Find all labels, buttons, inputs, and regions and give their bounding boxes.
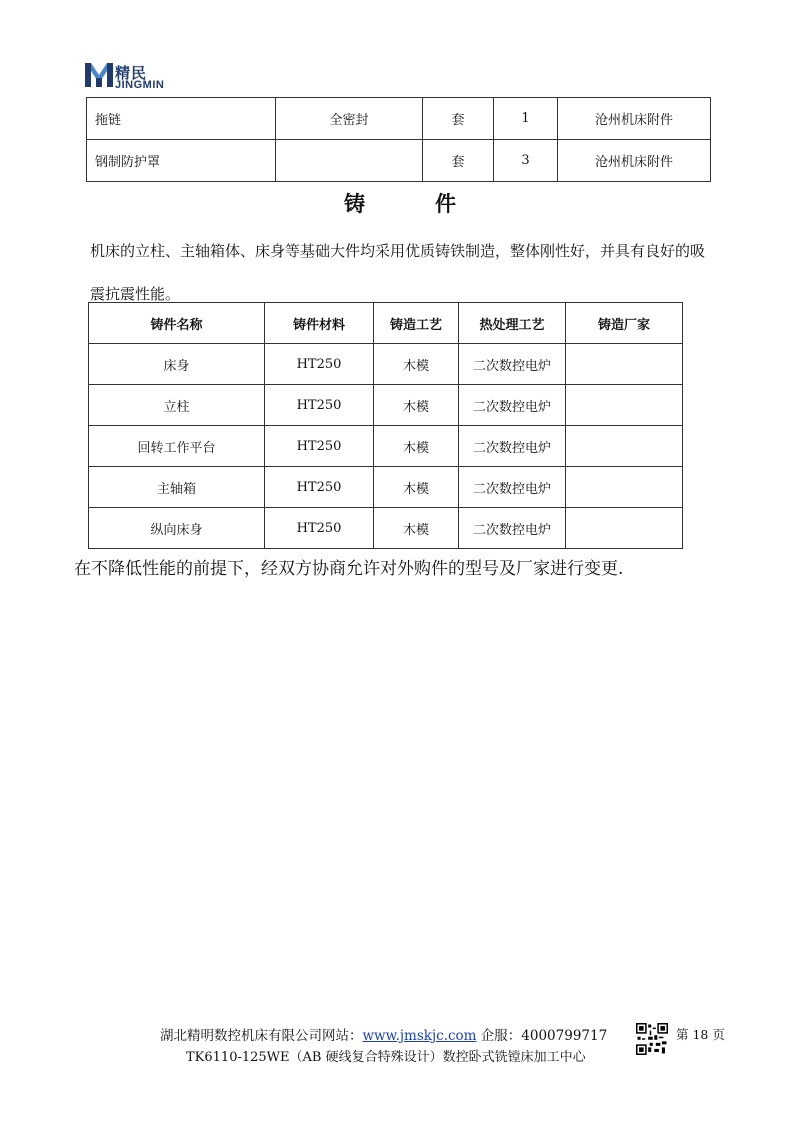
cell-name: 钢制防护罩 (87, 140, 276, 182)
cell-material: HT250 (265, 508, 374, 549)
supplier-change-note: 在不降低性能的前提下，经双方协商允许对外购件的型号及厂家进行变更. (74, 559, 624, 579)
header-maker: 铸造厂家 (566, 303, 683, 344)
header-material: 铸件材料 (265, 303, 374, 344)
cell-heat: 二次数控电炉 (459, 426, 566, 467)
logo-en-text: JINGMIN (115, 79, 165, 91)
cell-maker (566, 344, 683, 385)
table-row (89, 467, 683, 508)
table-row (89, 508, 683, 549)
table-row (87, 140, 711, 182)
cell-maker (566, 467, 683, 508)
cell-name: 立柱 (89, 385, 265, 426)
cell-process: 木模 (374, 426, 459, 467)
cell-process: 木模 (374, 344, 459, 385)
footer-service: 企服：4000799717 (480, 1028, 608, 1044)
section-title (0, 188, 800, 218)
section-title-a: 铸 (344, 192, 365, 216)
header-heat: 热处理工艺 (459, 303, 566, 344)
cell-heat: 二次数控电炉 (459, 385, 566, 426)
cell-process: 木模 (374, 508, 459, 549)
table-header-row (89, 303, 683, 344)
cell-material: HT250 (265, 467, 374, 508)
cell-unit: 套 (423, 98, 494, 140)
cell-heat: 二次数控电炉 (459, 344, 566, 385)
cell-name: 床身 (89, 344, 265, 385)
cell-heat: 二次数控电炉 (459, 467, 566, 508)
cell-name: 拖链 (87, 98, 276, 140)
cell-spec (276, 140, 423, 182)
cell-name: 纵向床身 (89, 508, 265, 549)
cell-material: HT250 (265, 426, 374, 467)
page-number: 第 18 页 (676, 1027, 725, 1042)
cell-name: 回转工作平台 (89, 426, 265, 467)
cell-maker (566, 385, 683, 426)
accessories-table (86, 97, 711, 182)
table-row (89, 344, 683, 385)
footer-company: 湖北精明数控机床有限公司网站： (160, 1028, 363, 1044)
castings-description: 机床的立柱、主轴箱体、床身等基础大件均采用优质铸铁制造，整体刚性好，并具有良好的吸震抗震性能。 (90, 242, 706, 303)
cell-material: HT250 (265, 385, 374, 426)
cell-process: 木模 (374, 385, 459, 426)
cell-qty: 1 (494, 98, 558, 140)
cell-supplier: 沧州机床附件 (558, 98, 711, 140)
footer-company-line (160, 1024, 607, 1044)
cell-name: 主轴箱 (89, 467, 265, 508)
cell-process: 木模 (374, 467, 459, 508)
cell-qty: 3 (494, 140, 558, 182)
cell-maker (566, 508, 683, 549)
cell-unit: 套 (423, 140, 494, 182)
table-row (89, 426, 683, 467)
footer-model-line: TK6110-125WE（AB 硬线复合特殊设计）数控卧式铣镗床加工中心 (186, 1050, 586, 1065)
logo-cn-text: 精民 (115, 64, 148, 82)
section-title-b: 件 (435, 192, 456, 216)
cell-heat: 二次数控电炉 (459, 508, 566, 549)
cell-maker (566, 426, 683, 467)
website-link[interactable]: www.jmskjc.com (362, 1028, 477, 1044)
castings-table (88, 302, 683, 549)
qr-code-icon (636, 1023, 668, 1055)
header-process: 铸造工艺 (374, 303, 459, 344)
company-logo (84, 60, 194, 96)
table-row (89, 385, 683, 426)
header-name: 铸件名称 (89, 303, 265, 344)
table-row (87, 98, 711, 140)
cell-material: HT250 (265, 344, 374, 385)
logo-mark-icon (84, 60, 114, 90)
cell-spec: 全密封 (276, 98, 423, 140)
cell-supplier: 沧州机床附件 (558, 140, 711, 182)
